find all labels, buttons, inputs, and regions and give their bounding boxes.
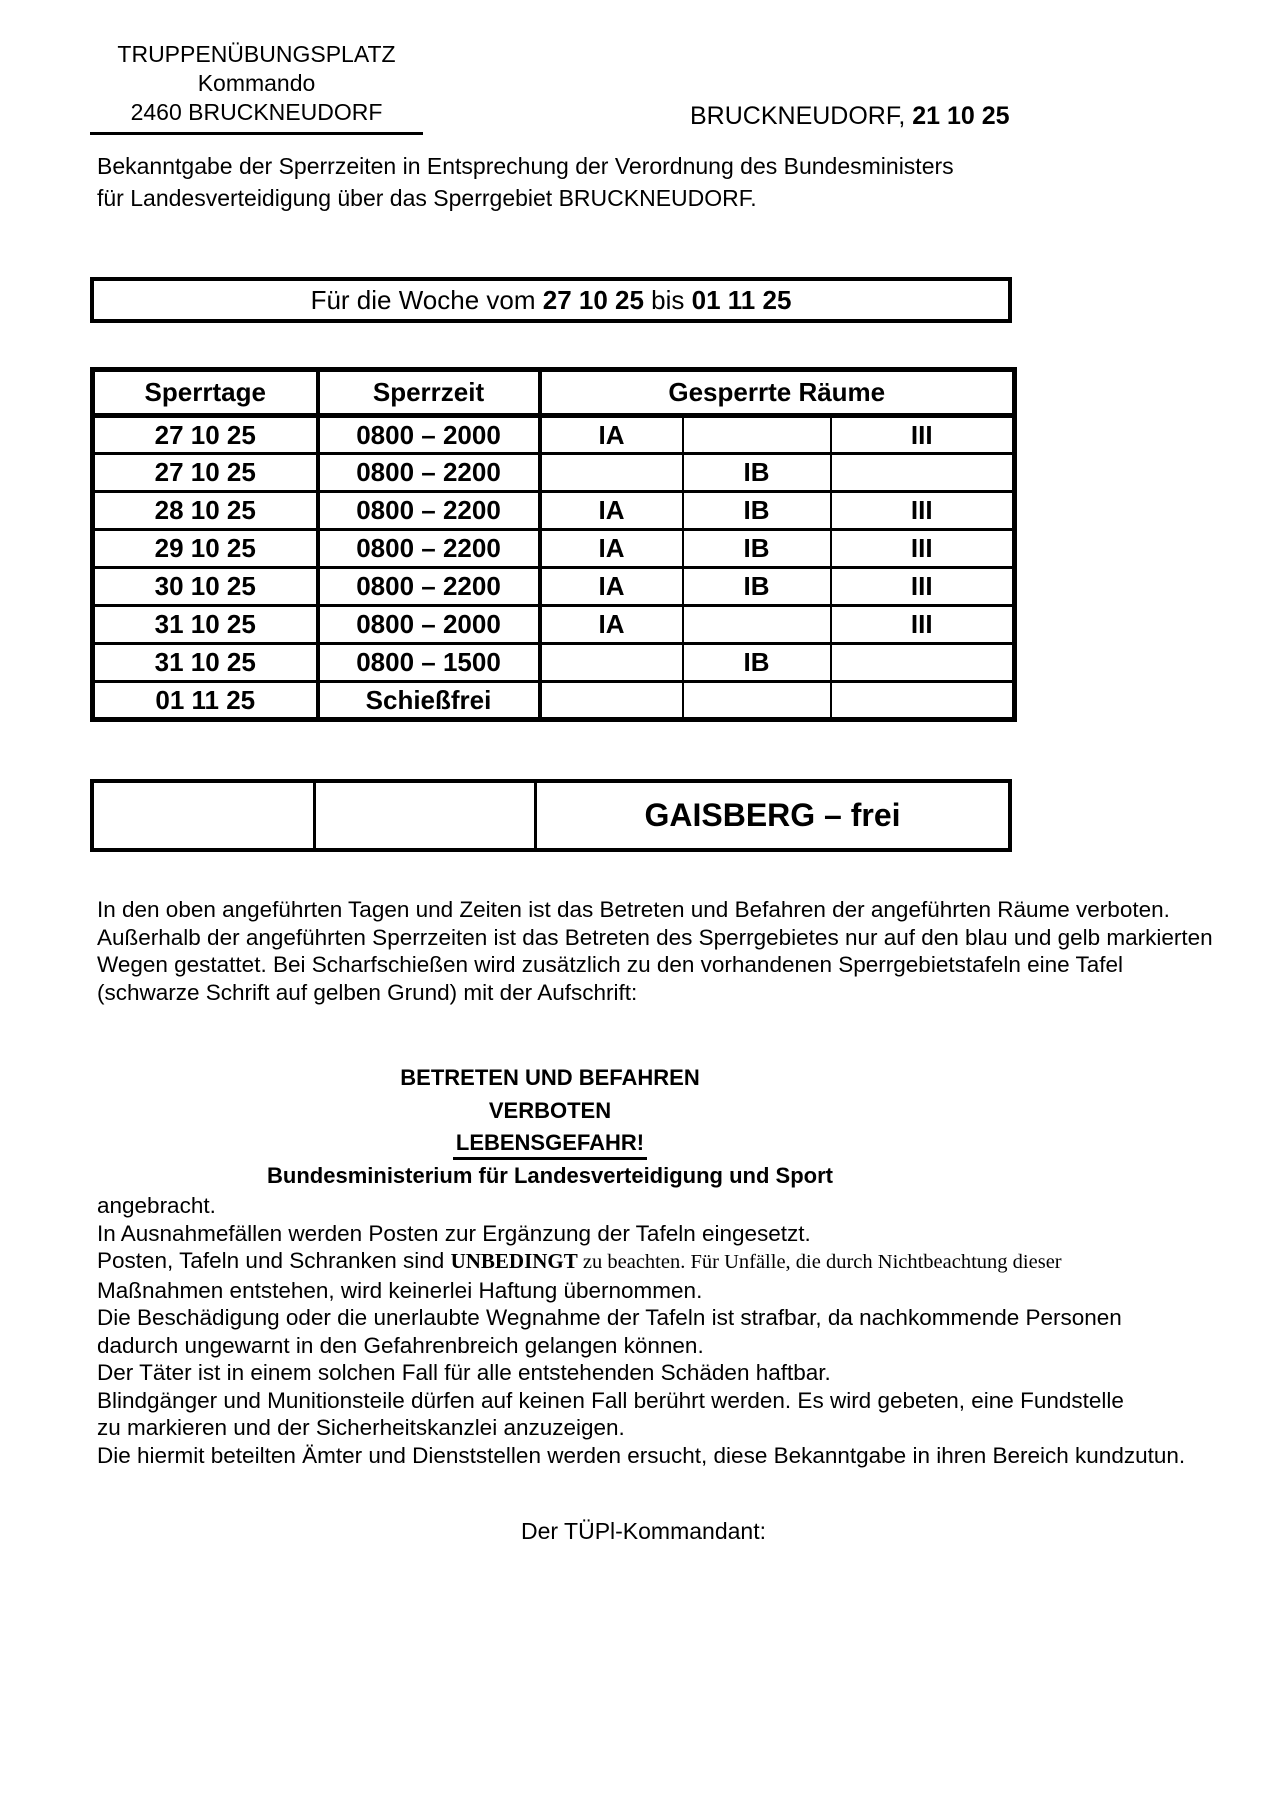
- dateline-date: 21 10 25: [912, 102, 1010, 130]
- body-line: Der Täter ist in einem solchen Fall für alle entstehenden Schäden haftbar.: [97, 1360, 831, 1385]
- cell-date: 31 10 25: [93, 606, 318, 644]
- gaisberg-empty-cell-2: [316, 783, 537, 848]
- body-line: Außerhalb der angeführten Sperrzeiten ist das Betreten des Sperrgebietes nur auf den blau und gelb markierten: [97, 924, 1213, 950]
- cell-room-iii: [831, 682, 1015, 720]
- cell-date: 27 10 25: [93, 454, 318, 492]
- cell-time: 0800 – 2200: [318, 568, 540, 606]
- table-row: [93, 682, 1015, 720]
- cell-room-ib: IB: [683, 530, 831, 568]
- body-line-mixed-fonts: [97, 1247, 1185, 1277]
- body-line-serif-part: zu beachten. Für Unfälle, die durch Nichtbeachtung dieser: [577, 1251, 1062, 1273]
- cell-date: 28 10 25: [93, 492, 318, 530]
- cell-date: 27 10 25: [93, 416, 318, 454]
- body-line: (schwarze Schrift auf gelben Grund) mit der Aufschrift:: [97, 979, 638, 1005]
- table-row: [93, 644, 1015, 682]
- cell-room-iii: III: [831, 606, 1015, 644]
- body-line: Die hiermit beteilten Ämter und Dienststellen werden ersucht, diese Bekanntgabe in ihren Bereich kundzutun.: [97, 1442, 1186, 1468]
- intro-line-2: für Landesverteidigung über das Sperrgebiet BRUCKNEUDORF.: [97, 185, 757, 211]
- cell-date: 29 10 25: [93, 530, 318, 568]
- body-line: dadurch ungewarnt in den Gefahrenbreich gelangen können.: [97, 1332, 704, 1358]
- body-line: In den oben angeführten Tagen und Zeiten ist das Betreten und Befahren der angeführten Räume verboten.: [97, 897, 1170, 922]
- cell-room-iii: III: [831, 530, 1015, 568]
- cell-date: 01 11 25: [93, 682, 318, 720]
- letterhead-unit-name: TRUPPENÜBUNGSPLATZ: [117, 41, 396, 67]
- table-row: [93, 492, 1015, 530]
- cell-room-iii: [831, 454, 1015, 492]
- body-line: Maßnahmen entstehen, wird keinerlei Haftung übernommen.: [97, 1277, 703, 1303]
- letterhead-address: 2460 BRUCKNEUDORF: [130, 99, 383, 125]
- cell-time: 0800 – 2200: [318, 530, 540, 568]
- sperrzeiten-table: [90, 367, 1017, 722]
- table-row: [93, 568, 1015, 606]
- warning-line-lebensgefahr: LEBENSGEFAHR!: [453, 1130, 647, 1160]
- letterhead-kommando: Kommando: [197, 70, 316, 96]
- cell-room-ia: [540, 682, 683, 720]
- letterhead: [90, 40, 423, 135]
- cell-room-iii: III: [831, 416, 1015, 454]
- dateline-place: BRUCKNEUDORF,: [690, 102, 913, 130]
- warning-line-verboten: VERBOTEN: [488, 1097, 612, 1123]
- table-row: [93, 416, 1015, 454]
- body-line: Wegen gestattet. Bei Scharfschießen wird zusätzlich zu den vorhandenen Sperrgebietstafeln eine Tafel: [97, 952, 1124, 977]
- week-range-to-date: 01 11 25: [691, 284, 792, 315]
- intro-paragraph: [97, 150, 954, 214]
- col-header-sperrtage: Sperrtage: [93, 370, 318, 416]
- table-row: [93, 606, 1015, 644]
- cell-room-ib: [683, 416, 831, 454]
- cell-room-ia: [540, 454, 683, 492]
- cell-room-ib: IB: [683, 492, 831, 530]
- warning-line-betreten: BETRETEN UND BEFAHREN: [400, 1065, 700, 1090]
- cell-room-ia: [540, 644, 683, 682]
- table-row: [93, 530, 1015, 568]
- body-paragraph-2: [97, 1192, 1185, 1469]
- cell-room-ib: IB: [683, 454, 831, 492]
- gaisberg-empty-cell-1: [94, 783, 316, 848]
- cell-room-ib: [683, 606, 831, 644]
- warning-block: [97, 1062, 1003, 1193]
- cell-date: 31 10 25: [93, 644, 318, 682]
- cell-time: Schießfrei: [318, 682, 540, 720]
- body-line-unbedingt: UNBEDINGT: [450, 1249, 578, 1273]
- cell-time: 0800 – 1500: [318, 644, 540, 682]
- body-line: In Ausnahmefällen werden Posten zur Ergänzung der Tafeln eingesetzt.: [97, 1220, 811, 1246]
- dateline: [690, 102, 1010, 131]
- table-header-row: [93, 370, 1015, 416]
- body-line: Blindgänger und Munitionsteile dürfen auf keinen Fall berührt werden. Es wird gebeten, eine Fundstelle: [97, 1387, 1124, 1413]
- week-range-bis: bis: [643, 284, 692, 315]
- cell-time: 0800 – 2000: [318, 606, 540, 644]
- cell-time: 0800 – 2000: [318, 416, 540, 454]
- cell-room-ia: IA: [540, 568, 683, 606]
- gaisberg-label: GAISBERG – frei: [644, 797, 901, 833]
- intro-line-1: Bekanntgabe der Sperrzeiten in Entsprechung der Verordnung des Bundesministers: [97, 153, 954, 179]
- body-line: zu markieren und der Sicherheitskanzlei anzuzeigen.: [97, 1415, 625, 1440]
- cell-room-ib: [683, 682, 831, 720]
- body-line: Die Beschädigung oder die unerlaubte Wegnahme der Tafeln ist strafbar, da nachkommende Personen: [97, 1305, 1122, 1330]
- warning-line-ministerium: Bundesministerium für Landesverteidigung und Sport: [267, 1163, 833, 1189]
- table-row: [93, 454, 1015, 492]
- col-header-sperrzeit: Sperrzeit: [318, 370, 540, 416]
- cell-room-ia: IA: [540, 530, 683, 568]
- col-header-gesperrte-raeume: Gesperrte Räume: [540, 370, 1015, 416]
- cell-room-iii: [831, 644, 1015, 682]
- cell-room-ia: IA: [540, 416, 683, 454]
- cell-room-ia: IA: [540, 492, 683, 530]
- cell-room-ib: IB: [683, 568, 831, 606]
- week-range-from-date: 27 10 25: [542, 284, 644, 315]
- cell-room-ia: IA: [540, 606, 683, 644]
- week-range-prefix: Für die Woche vom: [310, 284, 543, 315]
- cell-date: 30 10 25: [93, 568, 318, 606]
- cell-room-iii: III: [831, 492, 1015, 530]
- body-line-sans-part: Posten, Tafeln und Schranken sind: [97, 1248, 451, 1273]
- body-line: angebracht.: [97, 1193, 216, 1218]
- cell-time: 0800 – 2200: [318, 454, 540, 492]
- cell-time: 0800 – 2200: [318, 492, 540, 530]
- gaisberg-box: [90, 779, 1012, 852]
- signature-line: Der TÜPl-Kommandant:: [521, 1518, 766, 1544]
- cell-room-ib: IB: [683, 644, 831, 682]
- week-range-box: [90, 277, 1012, 323]
- cell-room-iii: III: [831, 568, 1015, 606]
- body-paragraph-1: [97, 896, 1213, 1006]
